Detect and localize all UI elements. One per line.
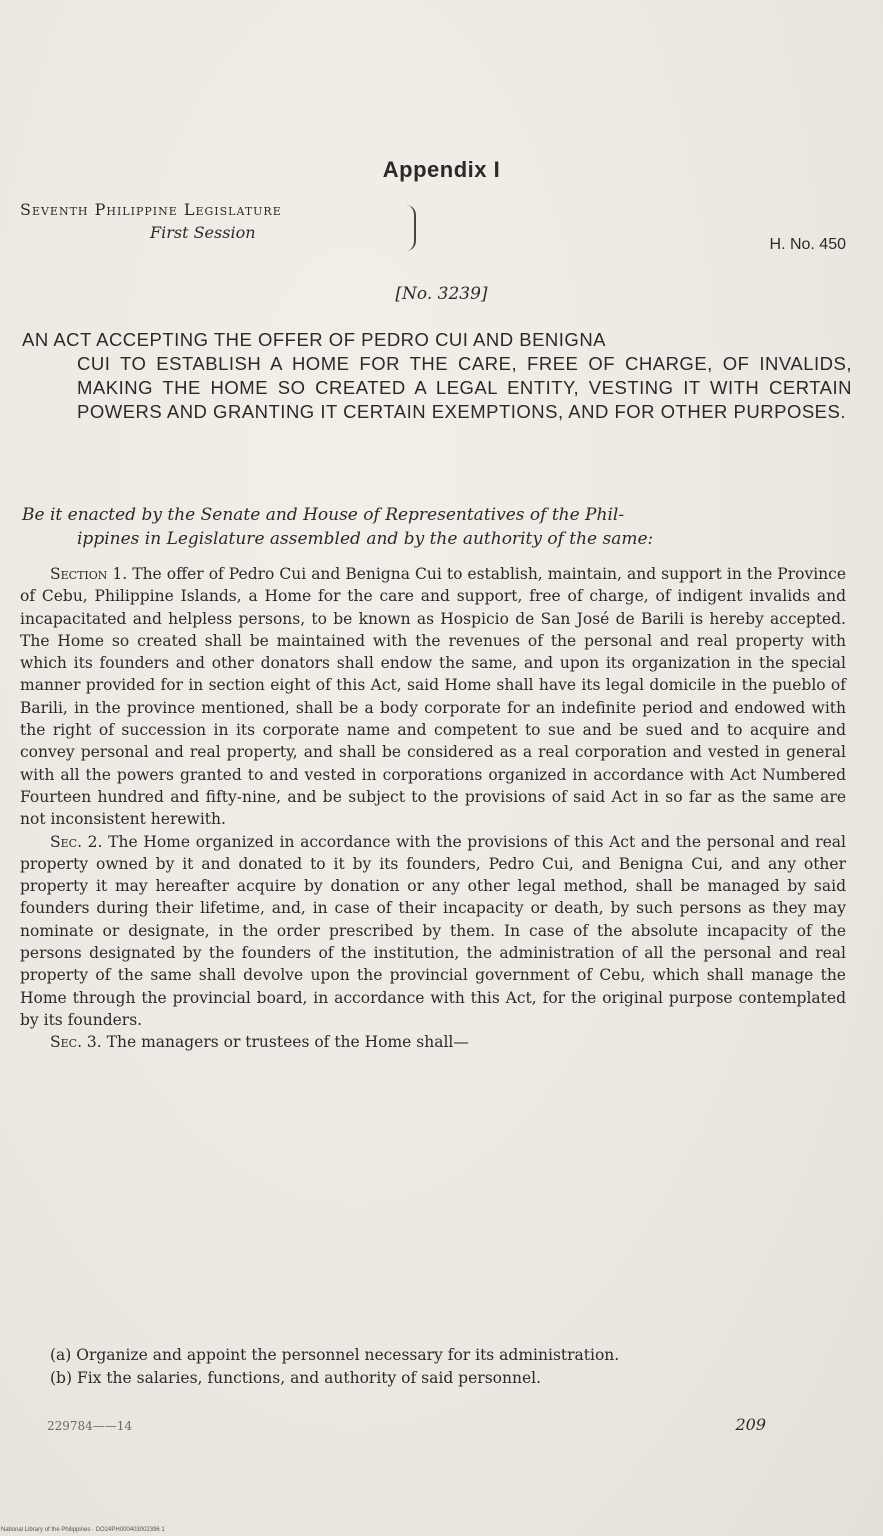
section-1 bbox=[20, 563, 846, 831]
house-number: H. No. 450 bbox=[769, 236, 846, 253]
list-item: (a) Organize and appoint the personnel necessary for its administration. bbox=[50, 1346, 620, 1364]
section-label: Sec. 3. bbox=[50, 1033, 102, 1052]
appendix-title: Appendix I bbox=[382, 157, 501, 182]
page-number: 209 bbox=[735, 1415, 766, 1434]
enacting-clause bbox=[22, 503, 848, 551]
act-title-rest: CUI TO ESTABLISH A HOME FOR THE CARE, FREE OF CHARGE, OF INVALIDS, MAKING THE HOME SO CREATED A LEGAL ENTITY, VESTING IT WITH CERTAIN POWERS AND GRANTING IT CERTAIN EXEMPTIONS, AND FOR OTHER PURPOSES. bbox=[77, 353, 852, 422]
section-3 bbox=[20, 1031, 846, 1053]
section-2 bbox=[20, 831, 846, 1032]
right-brace-icon bbox=[402, 205, 416, 251]
act-title bbox=[22, 328, 852, 424]
section-text: The offer of Pedro Cui and Benigna Cui to establish, maintain, and support in the Province of Cebu, Philippine Islands, a Home for the care and support, free of charge, of indigent invalids and incapacitated and helpless persons, to be known as Hospicio de San José de Barili is hereby accepted. The Home so created shall be maintained with the revenues of the personal and real property with which its founders and other donators shall endow the same, and upon its organization in the special manner provided for in section eight of this Act, said Home shall have its legal domicile in the pueblo of Barili, in the province mentioned, shall be a body corporate for an indefinite period and endowed with the right of succession in its corporate name and competent to sue and be sued and to acquire and convey personal and real property, and shall be considered as a real corporation and vested in general with all the powers granted to and vested in corporations organized in accordance with Act Numbered Fourteen hundred and fifty-nine, and be subject to the provisions of said Act in so far as the same are not inconsistent herewith. bbox=[20, 565, 846, 829]
act-title-first-line: AN ACT ACCEPTING THE OFFER OF PEDRO CUI AND BENIGNA bbox=[22, 329, 607, 350]
list-item: (b) Fix the salaries, functions, and authority of said personnel. bbox=[50, 1369, 541, 1387]
section-label: Section 1. bbox=[50, 565, 128, 583]
section-text: The managers or trustees of the Home shall— bbox=[106, 1033, 469, 1052]
library-credit: National Library of the Philippines · DO24PH000403002396 1 bbox=[1, 1527, 165, 1533]
session-name: First Session bbox=[150, 223, 256, 242]
enacting-clause-first-line: Be it enacted by the Senate and House of Representatives of the Phil- bbox=[22, 505, 625, 525]
section-text: The Home organized in accordance with the provisions of this Act and the personal and real property owned by it and donated to it by its founders, Pedro Cui, and Benigna Cui, and any other property it may hereafter acquire by donation or any other legal method, shall be managed by said founders during their lifetime, and, in case of their incapacity or death, by such persons as they may nominate or designate, in the order prescribed by them. In case of the absolute incapacity of the persons designated by the founders of the institution, the administration of all the personal and real property of the same shall devolve upon the provincial government of Cebu, which shall manage the Home through the provincial board, in accordance with this Act, for the original purpose contemplated by its founders. bbox=[20, 832, 847, 1029]
printer-code: 229784——14 bbox=[47, 1419, 133, 1433]
legislature-name: Seventh Philippine Legislature bbox=[20, 200, 282, 219]
act-number: [No. 3239] bbox=[395, 284, 488, 304]
section-label: Sec. 2. bbox=[50, 832, 103, 851]
legislature-block bbox=[20, 200, 420, 242]
enacting-clause-rest: ippines in Legislature assembled and by the authority of the same: bbox=[77, 529, 654, 549]
section-3-items bbox=[20, 1344, 846, 1390]
sections-body bbox=[20, 563, 846, 1054]
